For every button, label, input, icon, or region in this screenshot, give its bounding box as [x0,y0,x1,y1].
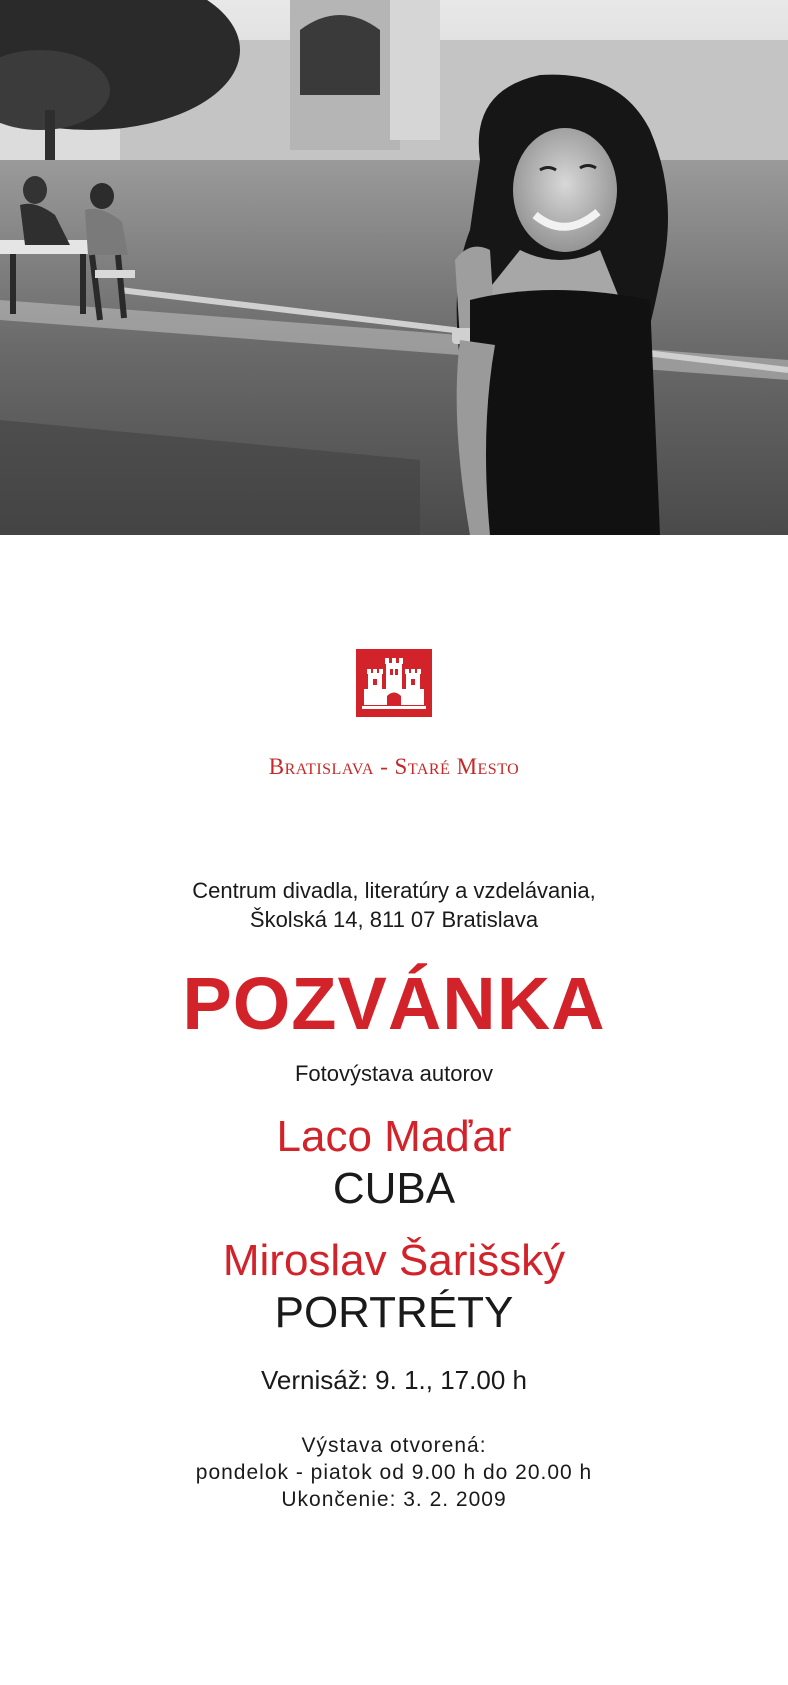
open-hours: pondelok - piatok od 9.00 h do 20.00 h [195,1461,593,1484]
author-name-2: Miroslav Šarišský [222,1236,566,1285]
street-photo [0,0,788,535]
venue-line-1: Centrum divadla, literatúry a vzdelávania, [192,878,596,903]
opening-info: Vernisáž: 9. 1., 17.00 h [261,1365,527,1395]
district-name: Bratislava - Staré Mesto [268,754,520,779]
invitation-title: POZVÁNKA [182,962,606,1045]
exhibition-subtitle: Fotovýstava autorov [294,1061,494,1086]
open-hours-label: Výstava otvorená: [301,1434,487,1457]
work-title-1: CUBA [332,1164,456,1213]
castle-icon [356,649,432,717]
venue-line-2: Školská 14, 811 07 Bratislava [249,907,539,932]
author-name-1: Laco Maďar [276,1112,512,1161]
district-logo [356,649,432,717]
work-title-2: PORTRÉTY [274,1288,514,1337]
closing-date: Ukončenie: 3. 2. 2009 [281,1488,507,1511]
photo-illustration [0,0,788,535]
